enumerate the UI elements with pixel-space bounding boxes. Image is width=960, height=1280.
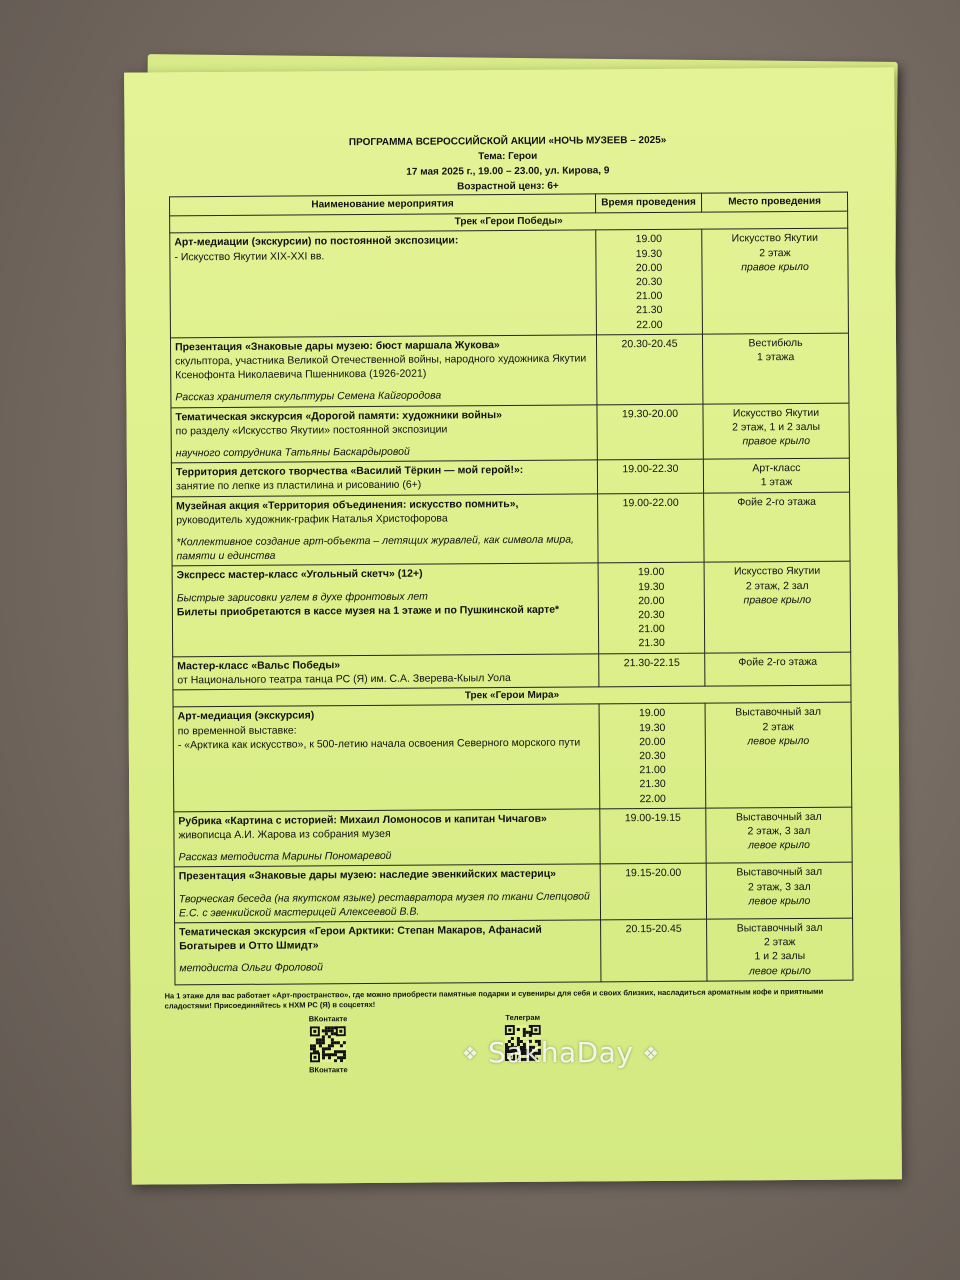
time-slot: 19.00-22.00: [622, 496, 679, 509]
time-slot: 19.30: [639, 721, 666, 734]
event-extra: Билеты приобретаются в кассе музея на 1 этаже и по Пушкинской карте*: [176, 603, 560, 619]
program-table: [169, 192, 853, 985]
event-title: Презентация «Знаковые дары музею: бюст маршала Жукова»: [175, 338, 500, 354]
time-slot: 21.00: [638, 623, 665, 636]
track-title: Трек «Герои Мира»: [173, 685, 851, 707]
event-note: методиста Ольги Фроловой: [179, 961, 324, 975]
event-cell: [171, 460, 597, 496]
place-cell: [703, 458, 849, 492]
time-slot: 20.00: [639, 735, 666, 748]
table-row: [171, 403, 849, 463]
place-line: Вестибюль: [748, 336, 803, 350]
place-cell: [704, 562, 851, 653]
event-title: Тематическая экскурсия «Герои Арктики: Степан Макаров, Афанасий Богатырев и Отто Шмидт»: [179, 923, 542, 953]
doc-header: [163, 132, 853, 197]
time-slot: 19.30-20.00: [621, 407, 679, 420]
event-line: живописца А.И. Жарова из собрания музея: [178, 827, 391, 842]
document: [163, 132, 860, 1096]
event-title: Арт-медиации (экскурсии) по постоянной экспозиции:: [174, 234, 459, 249]
place-line: 2 этаж, 3 зал: [747, 880, 811, 893]
event-note: Быстрые зарисовки углем в духе фронтовых лет: [176, 590, 428, 605]
track-title: Трек «Герои Победы»: [170, 211, 848, 233]
event-cell: [173, 704, 600, 811]
col-header-name: Наименование мероприятия: [169, 194, 595, 216]
table-row: [173, 702, 852, 811]
doc-age-limit: Возрастной ценз: 6+: [457, 180, 559, 193]
time-slot: 21.30: [638, 637, 665, 650]
place-cell: [706, 862, 852, 919]
place-line: Выставочный зал: [736, 866, 823, 879]
doc-title: ПРОГРАММА ВСЕРОССИЙСКОЙ АКЦИИ «НОЧЬ МУЗЕЕВ – 2025»: [348, 134, 667, 149]
time-slot: 19.00: [637, 566, 665, 579]
time-slot: 21.00: [636, 290, 663, 303]
place-line: Выставочный зал: [735, 706, 822, 719]
doc-theme: Тема: Герои: [478, 150, 538, 163]
event-note: Рассказ хранителя скульптуры Семена Кайгородова: [175, 389, 442, 404]
place-line: 1 и 2 залы: [754, 950, 806, 963]
time-cell: [599, 703, 706, 808]
place-line: 2 этаж, 1 и 2 залы: [732, 420, 821, 434]
place-cell: [703, 403, 849, 460]
time-cell: [600, 863, 706, 919]
event-line: скульптора, участника Великой Отечественной войны, народного художника Якутии Ксенофонта Николаевича Пшенникова (1926-2021): [175, 352, 587, 382]
footer-note: На 1 этаже для вас работает «Арт-пространство», где можно приобрести памятные подарки и сувениры для себя и своих близких, насладиться ароматным кофе и приятными сладостями! Присоединяйтесь к НХМ РС (Я) в соцсетях!: [164, 986, 824, 1011]
place-wing: правое крыло: [743, 593, 812, 607]
time-slot: 20.30: [639, 749, 666, 763]
time-cell: [596, 230, 703, 335]
event-title: Музейная акция «Территория объединения: искусство помнить»,: [176, 497, 519, 513]
place-line: Фойе 2-го этажа: [738, 655, 818, 669]
place-wing: правое крыло: [742, 434, 811, 448]
event-cell: [174, 864, 600, 923]
time-slot: 19.30: [638, 580, 665, 593]
place-line: 2 этаж, 3 зал: [747, 824, 811, 838]
place-line: Искусство Якутии: [733, 565, 821, 578]
time-slot: 19.00-19.15: [624, 811, 681, 824]
event-line: руководитель художник-график Наталья Христофорова: [176, 512, 448, 527]
event-line: от Национального театра танца РС (Я) им. С.А. Зверева-Кыыл Уола: [177, 671, 511, 687]
time-slot: 21.30-22.15: [623, 656, 680, 669]
event-cell: [175, 920, 601, 985]
event-cell: [171, 405, 597, 464]
place-line: 1 этаж: [760, 476, 793, 489]
time-slot: 22.00: [639, 792, 666, 805]
place-line: Выставочный зал: [735, 810, 822, 824]
qr-vk-label: ВКонтакте: [308, 1013, 348, 1024]
place-cell: [706, 807, 852, 864]
time-slot: 21.00: [639, 764, 666, 777]
event-cell: [174, 809, 600, 868]
time-slot: 21.30: [636, 304, 663, 317]
event-line: занятие по лепке из пластилина и рисованию (6+): [175, 479, 422, 493]
place-cell: [705, 702, 852, 807]
diamond-ornament-icon: ❖: [642, 1043, 660, 1065]
event-cell: [172, 563, 599, 656]
table-row: [174, 807, 852, 867]
place-cell: [702, 229, 849, 334]
place-cell: [705, 652, 851, 686]
place-wing: левое крыло: [747, 734, 810, 748]
event-title: Презентация «Знаковые дары музею: наследие эвенкийских мастериц»: [178, 868, 557, 883]
place-wing: левое крыло: [748, 894, 811, 908]
place-cell: [702, 333, 848, 404]
event-title: Мастер-класс «Вальс Победы»: [177, 658, 341, 673]
table-row: [172, 562, 851, 657]
qr-vk[interactable]: [309, 1014, 348, 1074]
qr-telegram-label: Телеграм: [505, 1012, 541, 1022]
event-title: Территория детского творчества «Василий Тёркин — мой герой!»:: [175, 464, 524, 479]
event-cell: [173, 654, 599, 690]
time-cell: [598, 493, 704, 564]
event-note: Рассказ методиста Марины Пономаревой: [178, 849, 392, 864]
table-row: [171, 458, 849, 496]
event-line: по временной выставке:: [177, 724, 297, 737]
table-row: [170, 229, 849, 338]
doc-datetime: 17 мая 2025 г., 19.00 – 23.00, ул. Кирова, 9: [406, 165, 610, 178]
table-row: [172, 492, 850, 567]
watermark-text: SakhaDay: [488, 1036, 634, 1069]
time-slot: 20.30-20.45: [621, 337, 678, 351]
time-cell: [597, 459, 703, 493]
table-row: [170, 333, 848, 408]
place-line: 2 этаж, 2 зал: [745, 579, 809, 593]
event-line: - Искусство Якутии XIX-XXI вв.: [174, 249, 325, 263]
place-cell: [704, 492, 850, 563]
event-cell: [170, 230, 597, 337]
place-wing: левое крыло: [748, 964, 811, 977]
table-row: [174, 862, 852, 922]
col-header-place: Место проведения: [701, 192, 847, 212]
event-cell: [172, 494, 598, 567]
table-row: [173, 652, 851, 690]
place-wing: правое крыло: [741, 260, 809, 274]
place-line: Искусство Якутии: [732, 406, 820, 420]
diamond-ornament-icon: ❖: [462, 1043, 479, 1065]
time-slot: 19.00: [638, 707, 666, 720]
time-slot: 19.00-22.30: [622, 463, 679, 476]
place-line: Фойе 2-го этажа: [737, 495, 817, 509]
time-slot: 20.00: [635, 261, 663, 274]
place-cell: [707, 918, 853, 981]
time-cell: [599, 653, 705, 687]
col-header-time: Время проведения: [595, 193, 701, 213]
time-cell: [597, 404, 703, 460]
event-title: Арт-медиация (экскурсия): [177, 709, 315, 723]
time-cell: [600, 808, 706, 864]
time-slot: 19.00: [635, 233, 662, 246]
event-note: *Коллективное создание арт-объекта – летящих журавлей, как символа мира, памяти и единства: [176, 533, 574, 563]
time-slot: 20.30: [638, 609, 665, 622]
event-title: Рубрика «Картина с историей: Михаил Ломоносов и капитан Чичагов»: [178, 812, 547, 828]
place-line: 2 этаж: [762, 720, 794, 733]
time-slot: 19.30: [635, 247, 663, 260]
place-line: 1 этажа: [756, 351, 795, 364]
time-cell: [596, 334, 702, 405]
place-line: Выставочный зал: [736, 921, 823, 935]
event-note: научного сотрудника Татьяны Баскардыровой: [175, 445, 410, 460]
time-slot: 20.30: [635, 275, 663, 289]
time-slot: 21.30: [639, 778, 666, 791]
place-line: 2 этаж: [759, 246, 791, 259]
qr-vk-caption: ВКонтакте: [309, 1064, 348, 1075]
watermark: [462, 1036, 659, 1069]
event-line: по разделу «Искусство Якутии» постоянной экспозиции: [175, 423, 448, 438]
place-wing: левое крыло: [748, 839, 811, 852]
event-line: - «Арктика как искусство», к 500-летию начала освоения Северного морского пути: [177, 736, 581, 752]
table-row: [175, 918, 853, 985]
event-title: Тематическая экскурсия «Дорогой памяти: художники войны»: [175, 408, 502, 423]
place-line: Арт-класс: [752, 462, 801, 475]
time-cell: [601, 919, 707, 982]
table-body: [170, 211, 853, 984]
event-cell: [170, 335, 596, 408]
time-slot: 20.15-20.45: [625, 922, 682, 936]
qr-code-icon: [310, 1026, 346, 1062]
time-slot: 22.00: [636, 318, 663, 331]
event-title: Экспресс мастер-класс «Угольный скетч» (12+): [176, 568, 423, 582]
time-slot: 20.00: [638, 594, 665, 608]
place-line: Искусство Якутии: [731, 232, 818, 245]
place-line: 2 этаж: [763, 936, 796, 949]
time-slot: 19.15-20.00: [625, 867, 682, 880]
program-sheet: [124, 67, 902, 1184]
time-cell: [598, 563, 705, 654]
event-note: Творческая беседа (на якутском языке) реставратора музея по ткани Слепцовой Е.С. с эвенкийской мастерицей Алексеевой В.В.: [178, 890, 590, 920]
